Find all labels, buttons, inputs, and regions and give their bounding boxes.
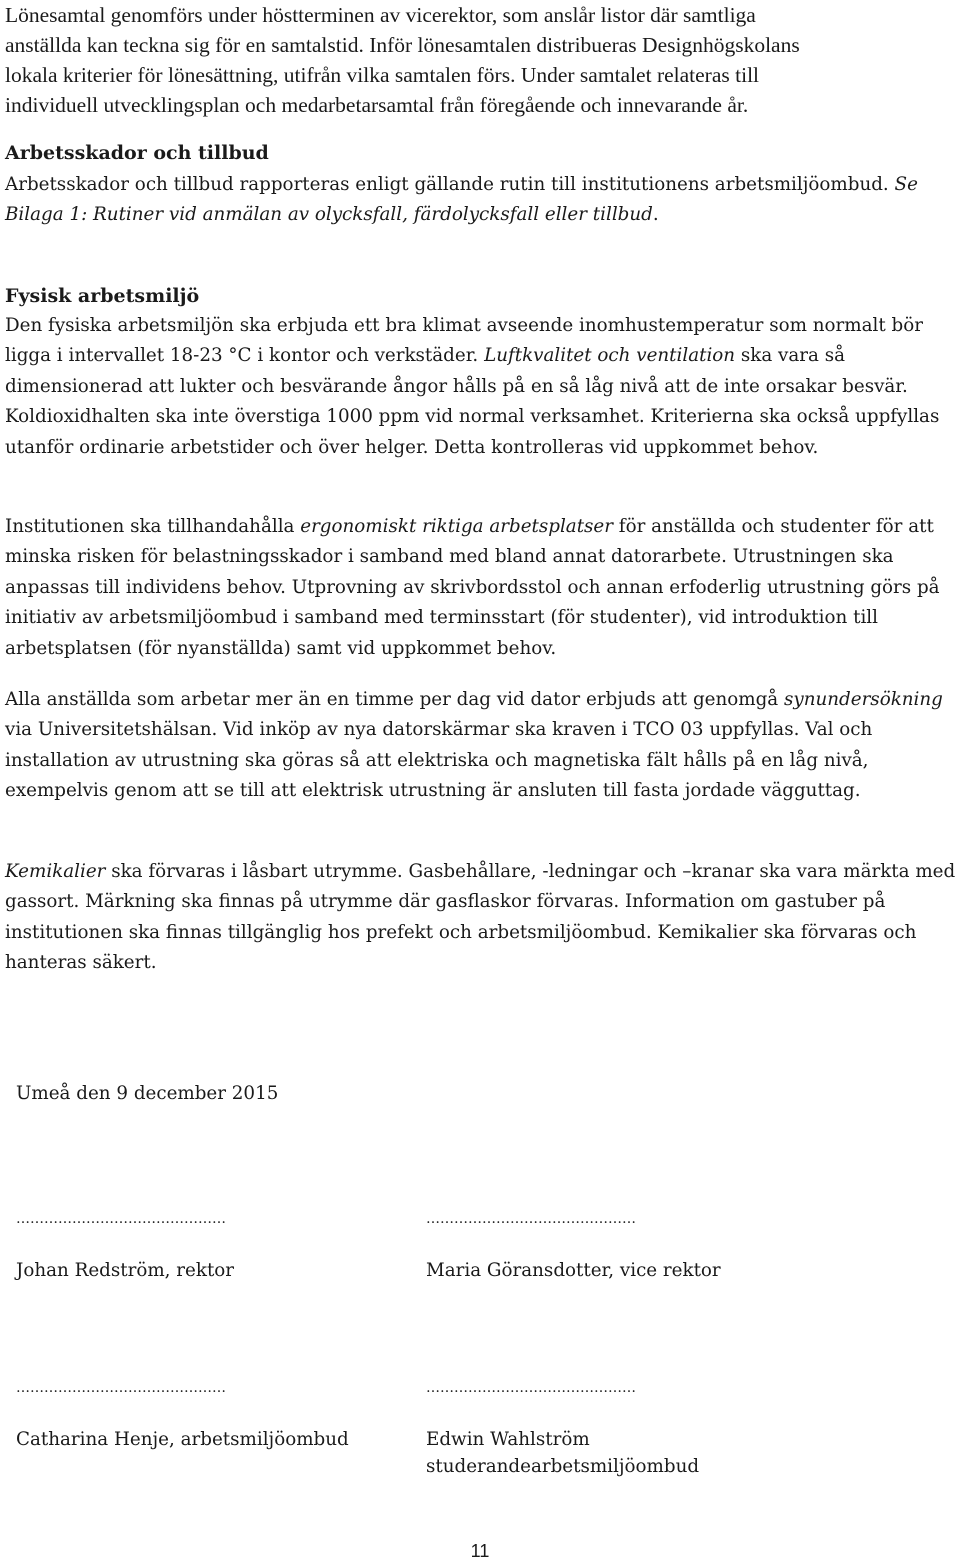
italic-term: ergonomiskt riktiga arbetsplatser	[300, 516, 613, 537]
paragraph-text: Alla anställda som arbetar mer än en timme per dag vid dator erbjuds att genomgå	[5, 689, 785, 710]
intro-line: lokala kriterier för lönesättning, utifrån vilka samtalen förs. Under samtalet relateras till	[5, 63, 760, 87]
paragraph-text: via Universitetshälsan. Vid inköp av nya datorskärmar ska kraven i TCO 03 uppfyllas. Val och installation av utrustning ska göras så att elektriska och magnetiska fält hålls på en låg nivå, exempelvis genom att se till att elektrisk utrustning är ansluten till fasta jordade vägguttag.	[5, 719, 873, 802]
signatory-vice-rektor: Maria Göransdotter, vice rektor	[426, 1260, 721, 1281]
signatory-studerandearbetsmiljoombud	[426, 1426, 699, 1480]
intro-paragraph	[5, 0, 958, 120]
paragraph-text: ska förvaras i låsbart utrymme. Gasbehållare, -ledningar och –kranar ska vara märkta med gassort. Märkning ska finnas på utrymme där gasflaskor förvaras. Information om gastuber på institutionen ska finnas tillgänglig hos prefekt och arbetsmiljöombud. Kemikalier ska förvaras och hanteras säkert.	[5, 861, 956, 974]
italic-term: synundersökning	[784, 689, 943, 710]
heading-arbetsskador: Arbetsskador och tillbud	[5, 142, 269, 164]
intro-line: Lönesamtal genomförs under höstterminen av vicerektor, som anslår listor där samtliga	[5, 3, 756, 27]
page-number: 11	[470, 1541, 490, 1561]
paragraph-arbetsskador	[5, 170, 958, 231]
paragraph-fysisk	[5, 311, 958, 463]
intro-line: anställda kan teckna sig för en samtalstid. Inför lönesamtalen distribueras Designhögskolans	[5, 33, 800, 57]
italic-term: Kemikalier	[5, 861, 106, 882]
signature-line: ………………………………………	[426, 1211, 636, 1227]
paragraph-synundersokning	[5, 685, 958, 807]
bilaga-reference: Se Bilaga 1: Rutiner vid anmälan av olycksfall, färdolycksfall eller tillbud	[5, 174, 918, 226]
signatory-rektor: Johan Redström, rektor	[16, 1260, 235, 1281]
signatory-title: studerandearbetsmiljöombud	[426, 1456, 700, 1477]
signature-line: ………………………………………	[16, 1211, 226, 1227]
signatory-name: Edwin Wahlström	[426, 1429, 590, 1450]
paragraph-text: ska vara så dimensionerad att lukter och besvärande ångor hålls på en så låg nivå att de inte orsakar besvär. Koldioxidhalten ska inte överstiga 1000 ppm vid normal verksamhet. Kriterierna ska också uppfyllas utanför ordinarie arbetstider och över helger. Detta kontrolleras vid uppkommet behov.	[5, 345, 940, 458]
paragraph-text: Den fysiska arbetsmiljön ska erbjuda ett bra klimat avseende inomhustemperatur som normalt bör ligga i intervallet 18-23 °C i kontor och verkstäder.	[5, 315, 923, 367]
paragraph-text: Arbetsskador och tillbud rapporteras enligt gällande rutin till institutionens arbetsmiljöombud.	[5, 174, 895, 195]
signatory-arbetsmiljoombud: Catharina Henje, arbetsmiljöombud	[16, 1429, 349, 1450]
heading-fysisk-arbetsmiljo: Fysisk arbetsmiljö	[5, 285, 200, 307]
italic-term: Luftkvalitet och ventilation	[484, 345, 736, 367]
paragraph-text: för anställda och studenter för att minska risken för belastningsskador i samband med bland annat datorarbete. Utrustningen ska anpassas till individens behov. Utprovning av skrivbordsstol och annan erfoderlig utrustning görs på initiativ av arbetsmiljöombud i samband med terminsstart (för studenter), vid introduktion till arbetsplatsen (för nyanställda) samt vid uppkommet behov.	[5, 516, 940, 659]
signature-line: ………………………………………	[16, 1380, 226, 1396]
place-date: Umeå den 9 december 2015	[16, 1083, 279, 1104]
signature-line: ………………………………………	[426, 1380, 636, 1396]
intro-line: individuell utvecklingsplan och medarbetarsamtal från föregående och innevarande år.	[5, 93, 749, 117]
paragraph-ergonomi	[5, 512, 958, 664]
paragraph-kemikalier	[5, 857, 958, 979]
paragraph-text: Institutionen ska tillhandahålla	[5, 516, 301, 537]
paragraph-end: .	[652, 204, 659, 226]
